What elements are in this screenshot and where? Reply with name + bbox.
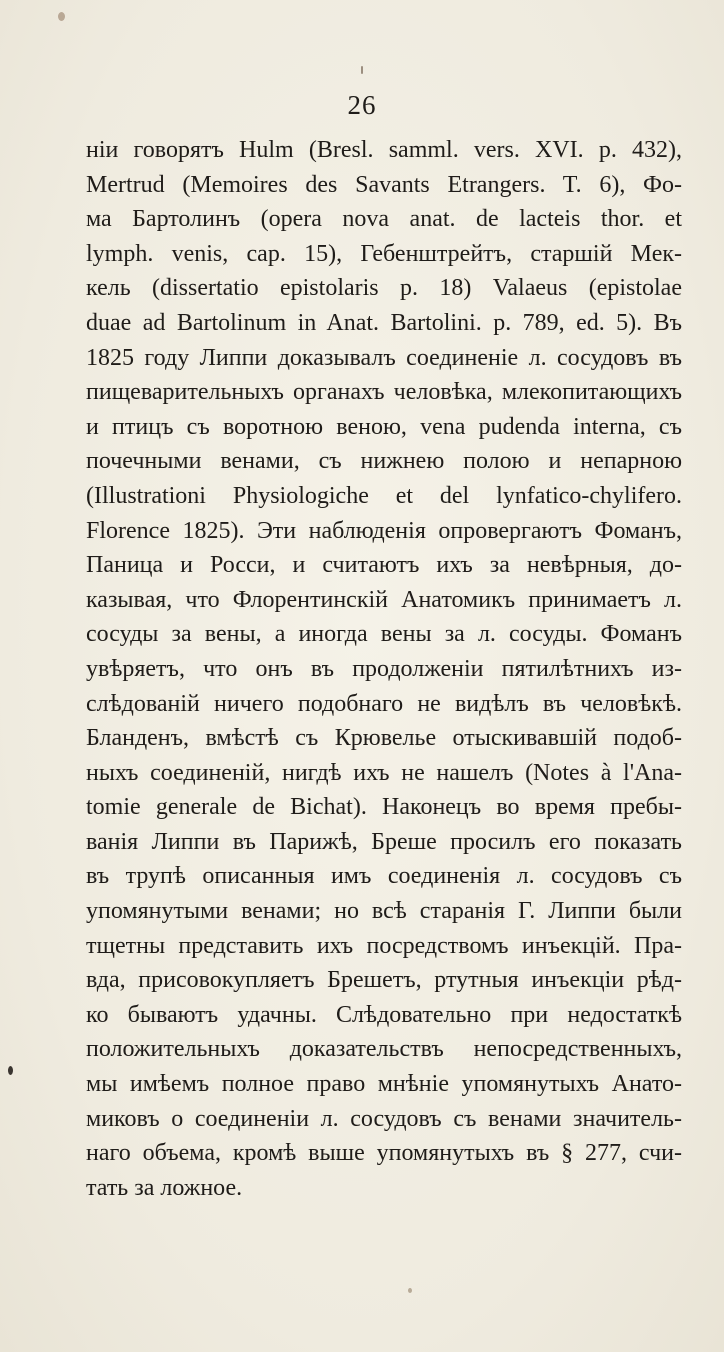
- text-line: тать за ложное.: [86, 1174, 243, 1201]
- text-line: упомянутыми венами; но всѣ старанія Г. Липпи были: [86, 898, 682, 925]
- text-line: тщетны представить ихъ посредствомъ инъекцій. Пра-: [86, 932, 682, 959]
- text-line: почечными венами, съ нижнею полою и непарною: [86, 448, 682, 475]
- text-line: мы имѣемъ полное право мнѣніе упомянутыхъ Анато-: [86, 1071, 682, 1098]
- text-line: Mertrud (Memoires des Savants Etrangers. T. 6), Фо-: [86, 171, 682, 198]
- text-line: ма Бартолинъ (opera nova anat. de lacteis thor. et: [86, 206, 682, 233]
- body-text: [86, 133, 682, 1205]
- text-line: увѣряетъ, что онъ въ продолженіи пятилѣтнихъ из-: [86, 655, 682, 682]
- text-line: duae ad Bartolinum in Anat. Bartolini. p. 789, ed. 5). Въ: [86, 309, 682, 336]
- text-line: tomie generale de Bichat). Наконецъ во время пребы-: [86, 794, 682, 821]
- text-line: въ трупѣ описанныя имъ соединенія л. сосудовъ съ: [86, 863, 682, 890]
- text-line: сосуды за вены, а иногда вены за л. сосуды. Фоманъ: [86, 621, 682, 648]
- text-line: наго объема, кромѣ выше упомянутыхъ въ § 277, счи-: [86, 1140, 682, 1167]
- text-line: и птицъ съ воротною веною, vena pudenda interna, съ: [86, 413, 682, 440]
- text-line: ванія Липпи въ Парижѣ, Бреше просилъ его показать: [86, 828, 682, 855]
- text-line: положительныхъ доказательствъ непосредственныхъ,: [86, 1036, 682, 1063]
- page-number: 26: [347, 90, 377, 120]
- text-line: пищеварительныхъ органахъ человѣка, млекопитающихъ: [86, 379, 682, 406]
- ink-speck: [8, 1066, 13, 1075]
- text-line: lymph. venis, cap. 15), Гебенштрейтъ, старшій Мек-: [86, 240, 682, 267]
- text-line: Бланденъ, вмѣстѣ съ Крювелье отыскивавшій подоб-: [86, 725, 682, 752]
- text-line: вда, присовокупляетъ Брешетъ, ртутныя инъекціи рѣд-: [86, 967, 682, 994]
- text-line: ніи говорятъ Hulm (Bresl. samml. vers. XVI. p. 432),: [86, 137, 682, 163]
- text-line: Florence 1825). Эти наблюденія опровергаютъ Фоманъ,: [86, 517, 682, 544]
- ink-speck: [58, 12, 65, 21]
- text-line: кель (dissertatio epistolaris p. 18) Valaeus (epistolae: [86, 275, 682, 302]
- text-line: слѣдованій ничего подобнаго не видѣлъ въ человѣкѣ.: [86, 690, 682, 717]
- ink-speck: [408, 1288, 412, 1293]
- text-line: казывая, что Флорентинскій Анатомикъ принимаетъ л.: [86, 586, 682, 613]
- text-line: (Illustrationi Physiologiche et del lynfatico-chylifero.: [86, 482, 682, 509]
- text-line: миковъ о соединеніи л. сосудовъ съ венами значитель-: [86, 1105, 682, 1132]
- ink-speck: [361, 66, 363, 74]
- text-line: ныхъ соединеній, нигдѣ ихъ не нашелъ (Notes à l'Ana-: [86, 759, 682, 786]
- text-line: ко бываютъ удачны. Слѣдовательно при недостаткѣ: [86, 1001, 682, 1028]
- text-line: Паница и Росси, и считаютъ ихъ за невѣрныя, до-: [86, 552, 682, 579]
- text-line: 1825 году Липпи доказывалъ соединеніе л. сосудовъ въ: [86, 344, 682, 371]
